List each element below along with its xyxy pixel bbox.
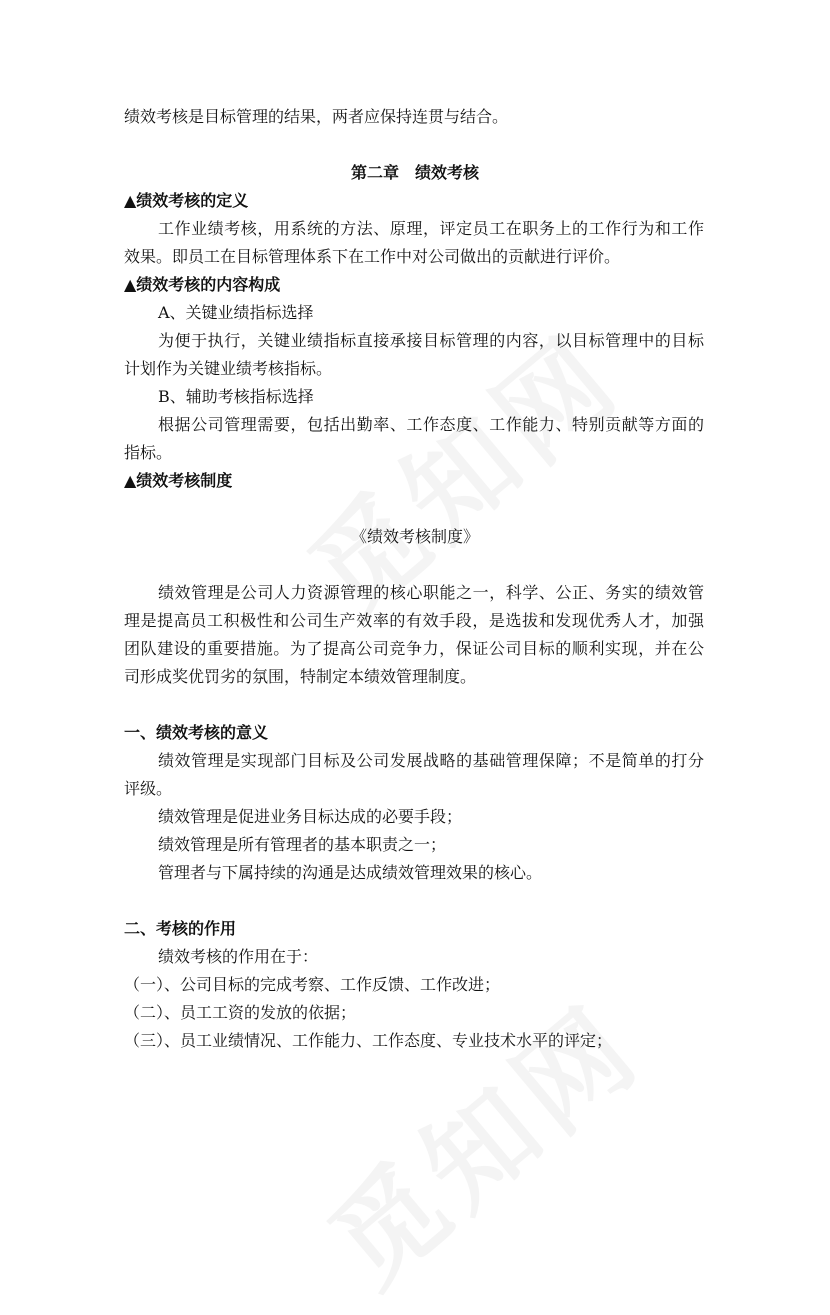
list-item: （一）、公司目标的完成考察、工作反馈、工作改进； xyxy=(124,975,501,994)
paragraph-line: 计划作为关键业绩考核指标。 xyxy=(124,359,333,378)
section-heading: ▲绩效考核的定义 xyxy=(124,191,249,210)
document-title: 《绩效考核制度》 xyxy=(350,527,479,546)
paragraph-line: 司形成奖优罚劣的氛围，特制定本绩效管理制度。 xyxy=(124,667,477,686)
section-heading: ▲绩效考核的内容构成 xyxy=(124,275,281,294)
list-item: （三）、员工业绩情况、工作能力、工作态度、专业技术水平的评定； xyxy=(124,1031,613,1050)
paragraph-line: 效果。即员工在目标管理体系下在工作中对公司做出的贡献进行评价。 xyxy=(124,247,621,266)
paragraph-line: 工作业绩考核，用系统的方法、原理，评定员工在职务上的工作行为和工作 xyxy=(158,219,704,238)
section-heading: 二、考核的作用 xyxy=(124,919,237,938)
subsection-heading: A、关键业绩指标选择 xyxy=(158,303,314,322)
paragraph-line: 管理者与下属持续的沟通是达成绩效管理效果的核心。 xyxy=(158,863,543,882)
paragraph-line: 评级。 xyxy=(124,779,173,798)
section-heading: ▲绩效考核制度 xyxy=(124,471,233,490)
paragraph-line: 绩效管理是所有管理者的基本职责之一； xyxy=(158,835,447,854)
paragraph-line: 绩效管理是促进业务目标达成的必要手段； xyxy=(158,807,463,826)
paragraph-line: 为便于执行，关键业绩指标直接承接目标管理的内容，以目标管理中的目标 xyxy=(158,331,704,350)
paragraph-line: 绩效管理是公司人力资源管理的核心职能之一，科学、公正、务实的绩效管 xyxy=(158,583,704,602)
paragraph-line: 绩效考核是目标管理的结果，两者应保持连贯与结合。 xyxy=(124,107,509,126)
list-item: （二）、员工工资的发放的依据； xyxy=(124,1003,357,1022)
paragraph-line: 绩效考核的作用在于： xyxy=(158,947,319,966)
paragraph-line: 根据公司管理需要，包括出勤率、工作态度、工作能力、特别贡献等方面的 xyxy=(158,415,704,434)
subsection-heading: B、辅助考核指标选择 xyxy=(158,387,314,406)
paragraph-line: 理是提高员工积极性和公司生产效率的有效手段，是选拔和发现优秀人才，加强 xyxy=(124,611,704,630)
section-heading: 一、绩效考核的意义 xyxy=(124,723,269,742)
chapter-title: 第二章 绩效考核 xyxy=(350,163,479,182)
paragraph-line: 团队建设的重要措施。为了提高公司竞争力，保证公司目标的顺利实现，并在公 xyxy=(124,639,704,658)
paragraph-line: 绩效管理是实现部门目标及公司发展战略的基础管理保障；不是简单的打分 xyxy=(158,751,704,770)
paragraph-line: 指标。 xyxy=(124,443,173,462)
